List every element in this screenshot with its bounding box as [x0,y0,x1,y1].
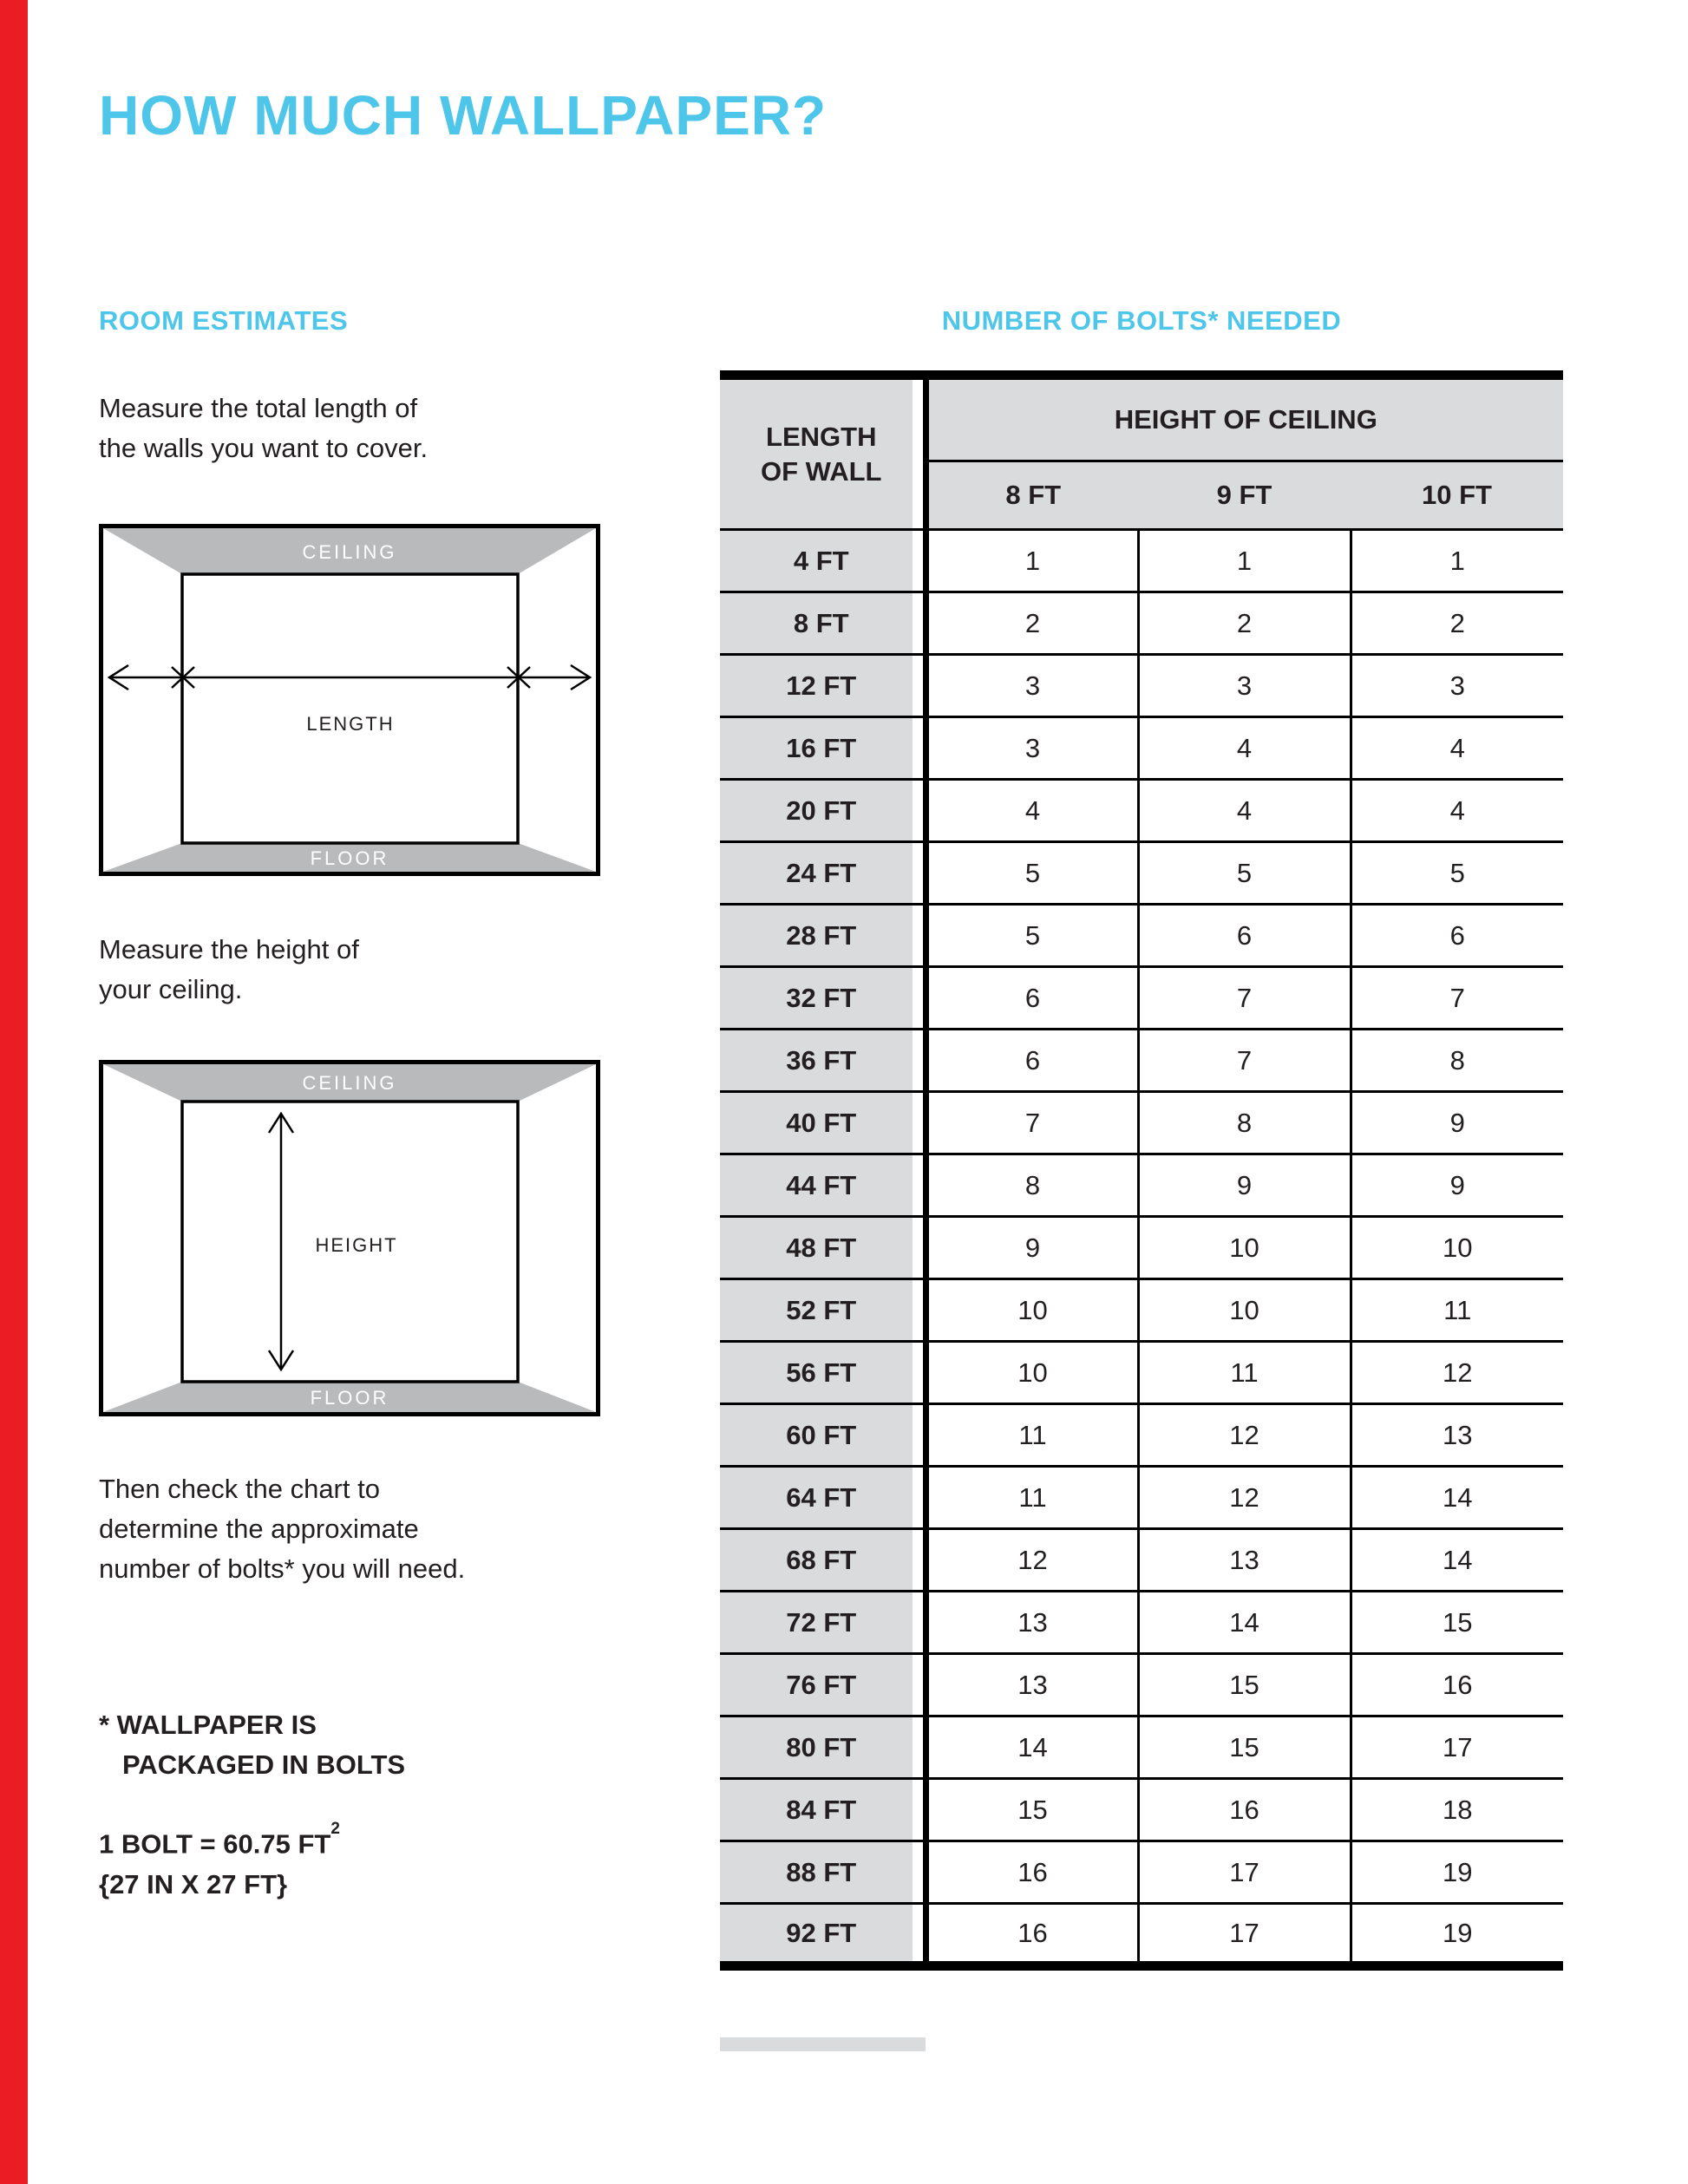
table-footer-tab [720,2037,926,2051]
row-label-length-of-wall: 4 FT [720,530,926,592]
footnote-line: PACKAGED IN BOLTS [122,1749,406,1780]
bolt-count-cell: 9 [1138,1154,1351,1217]
table-row [720,655,1563,717]
row-label-length-of-wall: 92 FT [720,1904,926,1966]
height-label: HEIGHT [315,1234,398,1256]
bolt-count-cell: 1 [1351,530,1563,592]
group-header-height-of-ceiling: HEIGHT OF CEILING [926,376,1563,461]
row-label-length-of-wall: 32 FT [720,967,926,1030]
bolt-count-cell: 12 [1138,1467,1351,1529]
floor-label: FLOOR [310,1387,389,1409]
text-line: Measure the total length of [99,393,418,423]
table-row [720,1030,1563,1092]
bolt-count-cell: 9 [926,1217,1138,1279]
back-wall [182,574,518,843]
bolts-table-body [720,530,1563,1966]
bolt-count-cell: 6 [926,1030,1138,1092]
bolt-count-cell: 10 [1138,1279,1351,1342]
bolt-count-cell: 16 [926,1841,1138,1904]
accent-stripe [0,0,28,2184]
bolt-count-cell: 16 [1138,1779,1351,1841]
table-row [720,780,1563,842]
instruction-measure-length [99,389,428,468]
bolt-count-cell: 13 [926,1654,1138,1716]
bolt-count-cell: 14 [1351,1467,1563,1529]
row-label-length-of-wall: 8 FT [720,592,926,655]
bolt-count-cell: 11 [926,1404,1138,1467]
bolt-count-cell: 10 [926,1279,1138,1342]
table-row [720,1279,1563,1342]
bolt-count-cell: 15 [1351,1592,1563,1654]
bolt-equation-superscript: 2 [330,1820,340,1838]
text-line: Measure the height of [99,934,359,964]
bolt-count-cell: 18 [1351,1779,1563,1841]
row-label-length-of-wall: 68 FT [720,1529,926,1592]
bolt-count-cell: 5 [926,905,1138,967]
bolt-count-cell: 4 [1351,717,1563,780]
table-row [720,967,1563,1030]
table-row [720,530,1563,592]
table-row [720,1654,1563,1716]
row-label-length-of-wall: 44 FT [720,1154,926,1217]
bolt-count-cell: 13 [926,1592,1138,1654]
bolt-count-cell: 5 [1351,842,1563,905]
column-header-8ft: 8 FT [926,461,1138,530]
bolt-count-cell: 14 [1351,1529,1563,1592]
row-label-length-of-wall: 88 FT [720,1841,926,1904]
bolt-count-cell: 8 [1351,1030,1563,1092]
table-row [720,1092,1563,1154]
row-label-length-of-wall: 12 FT [720,655,926,717]
bolt-count-cell: 15 [926,1779,1138,1841]
bolt-count-cell: 7 [1351,967,1563,1030]
row-label-length-of-wall: 72 FT [720,1592,926,1654]
bolt-count-cell: 13 [1351,1404,1563,1467]
row-label-length-of-wall: 80 FT [720,1716,926,1779]
bolt-count-cell: 4 [926,780,1138,842]
row-label-length-of-wall: 48 FT [720,1217,926,1279]
bolt-count-cell: 11 [1351,1279,1563,1342]
table-row [720,1342,1563,1404]
floor-label: FLOOR [310,847,389,869]
bolt-equation-text: 1 BOLT = 60.75 FT [99,1828,331,1860]
ceiling-label: CEILING [302,1072,397,1094]
bolt-count-cell: 11 [1138,1342,1351,1404]
table-row [720,1467,1563,1529]
row-label-length-of-wall: 76 FT [720,1654,926,1716]
bolt-count-cell: 11 [926,1467,1138,1529]
bolt-count-cell: 16 [926,1904,1138,1966]
bolt-size-info [99,1818,340,1905]
bolt-count-cell: 3 [1138,655,1351,717]
corner-header-line: LENGTH [766,421,877,452]
bolt-count-cell: 6 [926,967,1138,1030]
bolt-count-cell: 5 [1138,842,1351,905]
bolt-count-cell: 19 [1351,1841,1563,1904]
bolt-count-cell: 8 [1138,1092,1351,1154]
bolt-equation [99,1818,340,1864]
instruction-measure-height [99,930,359,1010]
ceiling-label: CEILING [302,541,397,563]
bolts-table [720,370,1563,1971]
bolt-count-cell: 2 [1138,592,1351,655]
bolt-count-cell: 14 [1138,1592,1351,1654]
bolt-dimensions: {27 IN X 27 FT} [99,1869,288,1900]
table-row [720,1592,1563,1654]
bolt-count-cell: 10 [1138,1217,1351,1279]
bolt-count-cell: 2 [926,592,1138,655]
text-line: the walls you want to cover. [99,433,429,463]
footnote-line: * WALLPAPER IS [99,1710,317,1740]
bolt-count-cell: 19 [1351,1904,1563,1966]
bolt-count-cell: 5 [926,842,1138,905]
bolt-count-cell: 2 [1351,592,1563,655]
bolt-count-cell: 4 [1351,780,1563,842]
page-title: HOW MUCH WALLPAPER? [99,84,828,147]
bolt-count-cell: 7 [1138,967,1351,1030]
row-label-length-of-wall: 56 FT [720,1342,926,1404]
bolt-count-cell: 1 [1138,530,1351,592]
length-label: LENGTH [306,713,395,735]
table-row [720,1716,1563,1779]
bolt-count-cell: 7 [1138,1030,1351,1092]
row-label-length-of-wall: 36 FT [720,1030,926,1092]
room-length-diagram [99,524,600,876]
bolt-count-cell: 9 [1351,1154,1563,1217]
bolt-count-cell: 17 [1351,1716,1563,1779]
bolt-count-cell: 6 [1351,905,1563,967]
table-row [720,1154,1563,1217]
bolts-table-heading: NUMBER OF BOLTS* NEEDED [941,305,1342,336]
room-estimates-heading: ROOM ESTIMATES [99,305,349,336]
bolt-count-cell: 10 [1351,1217,1563,1279]
table-row [720,592,1563,655]
table-row [720,905,1563,967]
corner-header-line: OF WALL [761,455,882,487]
column-header-10ft: 10 FT [1351,461,1563,530]
row-label-length-of-wall: 28 FT [720,905,926,967]
row-label-length-of-wall: 84 FT [720,1779,926,1841]
bolt-count-cell: 17 [1138,1841,1351,1904]
row-label-length-of-wall: 40 FT [720,1092,926,1154]
room-height-diagram [99,1060,600,1416]
bolt-count-cell: 8 [926,1154,1138,1217]
table-row [720,1404,1563,1467]
bolt-count-cell: 10 [926,1342,1138,1404]
bolt-count-cell: 13 [1138,1529,1351,1592]
bolt-count-cell: 16 [1351,1654,1563,1716]
bolt-count-cell: 14 [926,1716,1138,1779]
text-line: determine the approximate [99,1514,419,1544]
bolt-count-cell: 4 [1138,780,1351,842]
table-row [720,1217,1563,1279]
text-line: number of bolts* you will need. [99,1553,466,1584]
bolt-count-cell: 4 [1138,717,1351,780]
text-line: Then check the chart to [99,1474,380,1504]
bolt-count-cell: 9 [1351,1092,1563,1154]
bolt-count-cell: 12 [1351,1342,1563,1404]
table-row [720,1841,1563,1904]
bolt-count-cell: 12 [1138,1404,1351,1467]
bolt-count-cell: 7 [926,1092,1138,1154]
bolt-count-cell: 17 [1138,1904,1351,1966]
table-row [720,842,1563,905]
text-line: your ceiling. [99,974,243,1004]
bolt-count-cell: 3 [926,717,1138,780]
column-header-9ft: 9 FT [1138,461,1351,530]
row-label-length-of-wall: 60 FT [720,1404,926,1467]
table-row [720,717,1563,780]
table-row [720,1529,1563,1592]
wallpaper-bolts-footnote [99,1705,405,1785]
instruction-check-chart [99,1469,465,1589]
row-label-length-of-wall: 20 FT [720,780,926,842]
bolt-count-cell: 12 [926,1529,1138,1592]
row-label-length-of-wall: 16 FT [720,717,926,780]
row-label-length-of-wall: 64 FT [720,1467,926,1529]
bolt-count-cell: 15 [1138,1716,1351,1779]
bolt-count-cell: 3 [1351,655,1563,717]
table-row [720,1904,1563,1966]
row-label-length-of-wall: 24 FT [720,842,926,905]
table-row [720,1779,1563,1841]
bolt-count-cell: 6 [1138,905,1351,967]
bolt-count-cell: 15 [1138,1654,1351,1716]
row-label-length-of-wall: 52 FT [720,1279,926,1342]
bolt-count-cell: 3 [926,655,1138,717]
corner-header-length-of-wall [720,376,926,530]
bolt-count-cell: 1 [926,530,1138,592]
